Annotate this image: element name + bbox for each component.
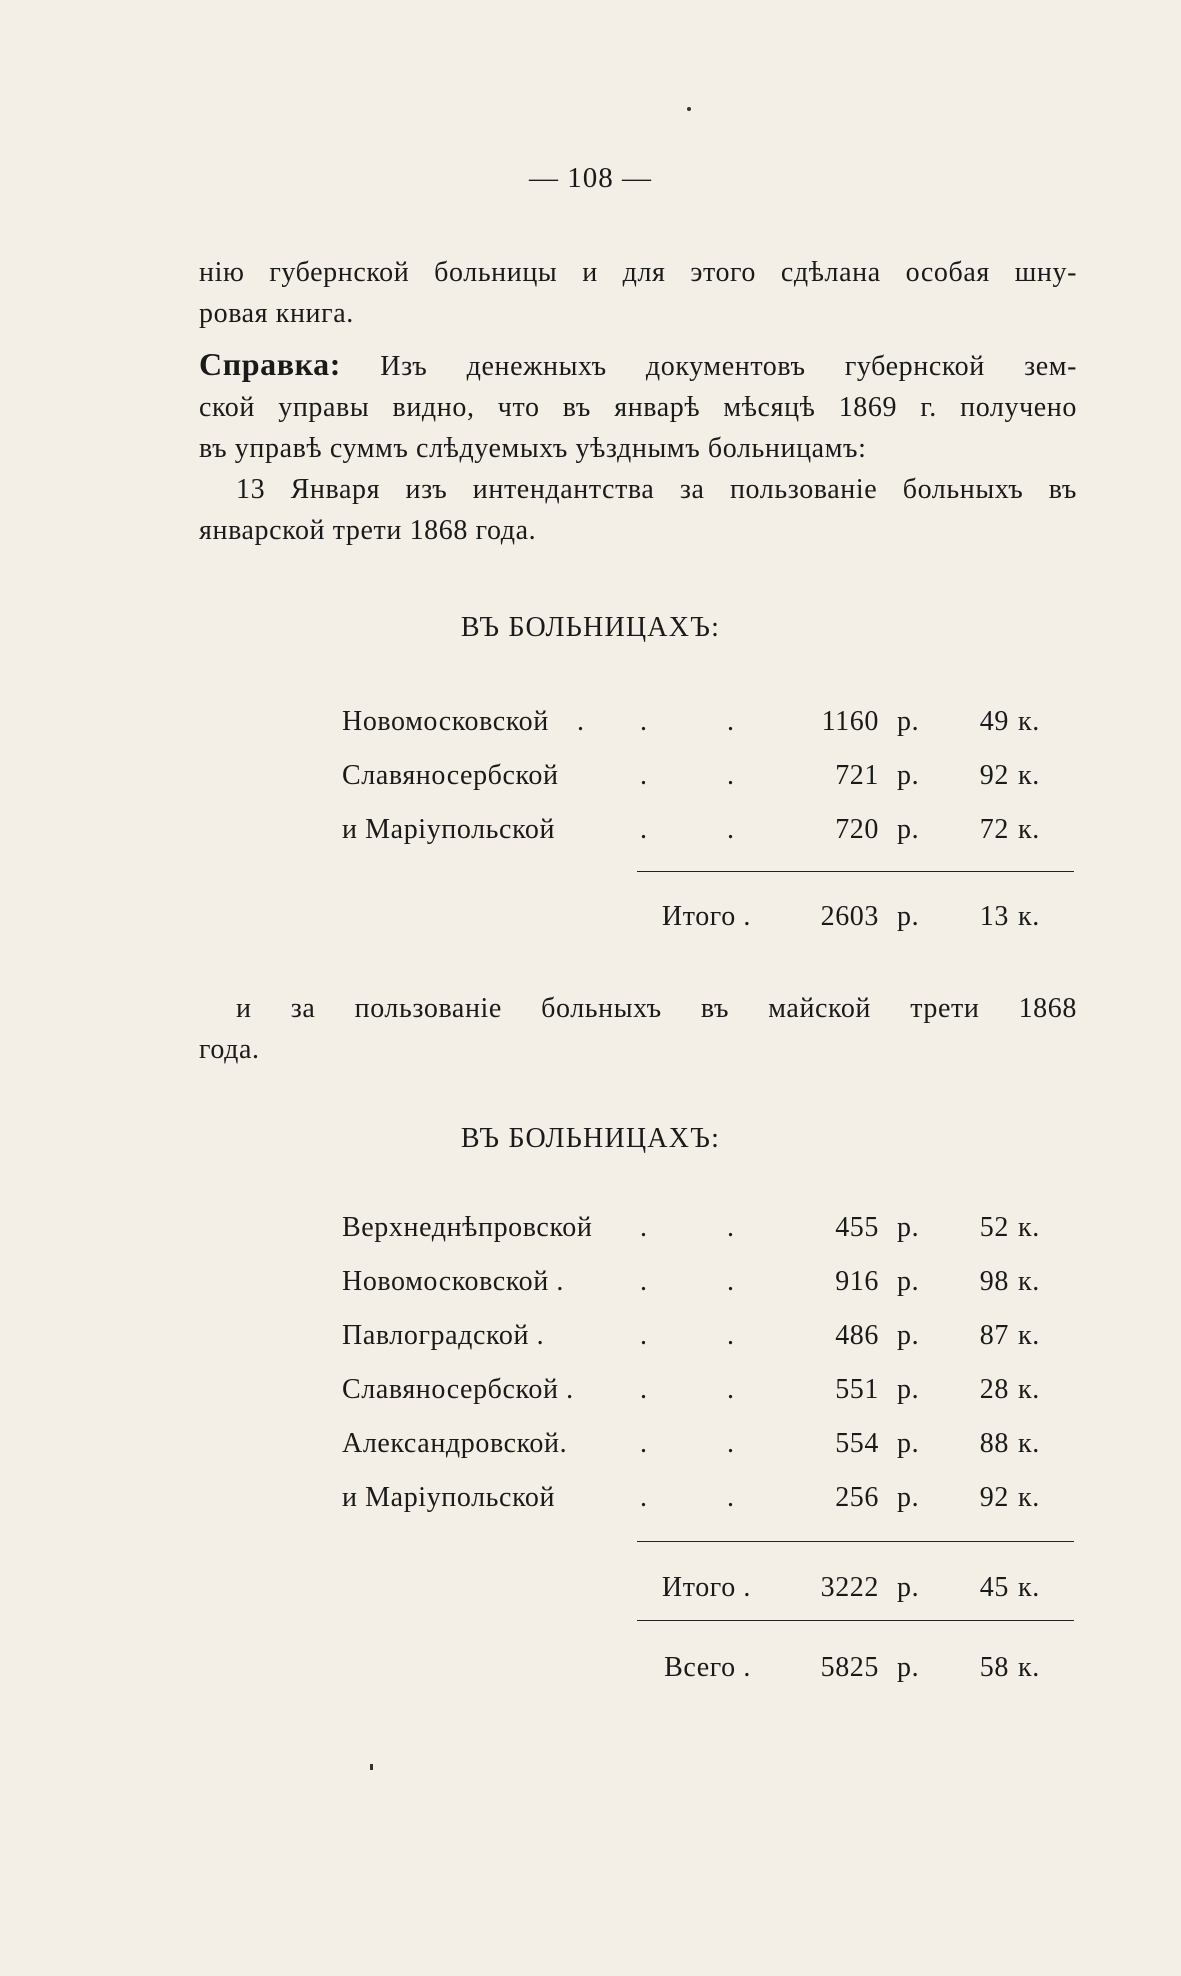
hospital-name: Новомосковской <box>342 706 549 737</box>
leader-dot: . <box>727 1482 735 1513</box>
rubles-unit: р. <box>897 1266 920 1297</box>
ink-speck <box>687 107 691 111</box>
leader-dot: . <box>727 1320 735 1351</box>
leader-dot: . <box>727 814 735 845</box>
grand-total-label: Всего . <box>664 1652 751 1683</box>
kopecks-unit: к. <box>1018 1572 1040 1603</box>
leader-dot: . <box>640 706 648 737</box>
kopecks-value: 28 <box>979 1374 1009 1405</box>
rubles-unit: р. <box>897 1428 920 1459</box>
spravka-paragraph <box>199 344 1077 551</box>
table-row <box>0 1374 1181 1414</box>
ink-speck <box>370 1764 373 1770</box>
rubles-value: 455 <box>835 1212 879 1243</box>
kopecks-value: 49 <box>979 706 1009 737</box>
rubles-value: 3222 <box>820 1572 879 1603</box>
leader-dot: . <box>727 706 735 737</box>
section-heading: ВЪ БОЛЬНИЦАХЪ: <box>460 1123 721 1154</box>
kopecks-value: 87 <box>979 1320 1009 1351</box>
text-line: январской трети 1868 года. <box>199 515 537 546</box>
leader-dot: . <box>640 1320 648 1351</box>
hospital-name: Славяносербской . <box>342 1374 574 1405</box>
kopecks-value: 92 <box>979 1482 1009 1513</box>
rubles-unit: р. <box>897 901 920 932</box>
leader-dot: . <box>640 1212 648 1243</box>
kopecks-value: 52 <box>979 1212 1009 1243</box>
rubles-unit: р. <box>897 1374 920 1405</box>
rubles-value: 720 <box>835 814 879 845</box>
page-number: — 108 — <box>529 162 652 194</box>
leader-dot: . <box>727 1428 735 1459</box>
rubles-value: 5825 <box>820 1652 879 1683</box>
kopecks-value: 88 <box>979 1428 1009 1459</box>
table-row <box>0 1428 1181 1468</box>
text-line: ровая книга. <box>199 298 354 329</box>
hospital-name: Славяносербской <box>342 760 559 791</box>
text-line: ской управы видно, что въ январѣ мѣсяцѣ 1869 г. получено <box>199 392 1077 423</box>
table-row <box>0 1320 1181 1360</box>
leader-dot: . <box>640 1482 648 1513</box>
kopecks-unit: к. <box>1018 706 1040 737</box>
kopecks-value: 13 <box>979 901 1009 932</box>
kopecks-value: 92 <box>979 760 1009 791</box>
rubles-value: 256 <box>835 1482 879 1513</box>
rubles-unit: р. <box>897 1212 920 1243</box>
rubles-value: 1160 <box>821 706 879 737</box>
rubles-unit: р. <box>897 1652 920 1683</box>
leader-dot: . <box>727 760 735 791</box>
kopecks-unit: к. <box>1018 814 1040 845</box>
grand-total-row <box>0 1652 1181 1692</box>
kopecks-value: 58 <box>979 1652 1009 1683</box>
text-line: 13 Января изъ интендантства за пользованіе больныхъ въ <box>236 474 1077 505</box>
rubles-value: 721 <box>835 760 879 791</box>
kopecks-unit: к. <box>1018 1320 1040 1351</box>
text-line <box>199 344 1077 387</box>
hospital-name: и Маріупольской <box>342 814 556 845</box>
leader-dot: . <box>727 1212 735 1243</box>
kopecks-unit: к. <box>1018 1374 1040 1405</box>
sum-rule <box>637 1620 1074 1621</box>
kopecks-unit: к. <box>1018 1428 1040 1459</box>
leader-dot: . <box>727 1266 735 1297</box>
kopecks-unit: к. <box>1018 1652 1040 1683</box>
rubles-value: 2603 <box>820 901 879 932</box>
rubles-value: 486 <box>835 1320 879 1351</box>
intro-paragraph <box>199 252 1077 334</box>
leader-dot: . <box>640 1428 648 1459</box>
sum-rule <box>637 1541 1074 1542</box>
table-row <box>0 1266 1181 1306</box>
leader-dot: . <box>577 706 585 737</box>
hospital-name: Верхнеднѣпровской <box>342 1212 593 1243</box>
rubles-unit: р. <box>897 760 920 791</box>
rubles-unit: р. <box>897 1572 920 1603</box>
leader-dot: . <box>727 1374 735 1405</box>
hospital-name: Павлоградской . <box>342 1320 545 1351</box>
kopecks-unit: к. <box>1018 1266 1040 1297</box>
rubles-unit: р. <box>897 814 920 845</box>
kopecks-value: 45 <box>979 1572 1009 1603</box>
total-label: Итого . <box>661 901 751 932</box>
leader-dot: . <box>640 1374 648 1405</box>
rubles-unit: р. <box>897 1320 920 1351</box>
total-row <box>0 1572 1181 1612</box>
hospital-name: Александровской. <box>342 1428 568 1459</box>
kopecks-unit: к. <box>1018 1212 1040 1243</box>
kopecks-value: 72 <box>979 814 1009 845</box>
table-row <box>0 706 1181 746</box>
spravka-label: Справка: <box>199 346 342 382</box>
leader-dot: . <box>640 814 648 845</box>
kopecks-unit: к. <box>1018 1482 1040 1513</box>
hospital-name: и Маріупольской <box>342 1482 556 1513</box>
text-line: въ управѣ суммъ слѣдуемыхъ уѣзднымъ больницамъ: <box>199 433 867 464</box>
table-row <box>0 760 1181 800</box>
leader-dot: . <box>640 760 648 791</box>
table-row <box>0 814 1181 854</box>
total-row <box>0 901 1181 941</box>
sum-rule <box>637 871 1074 872</box>
text-line: года. <box>199 1034 260 1065</box>
hospital-name: Новомосковской . <box>342 1266 564 1297</box>
table-row <box>0 1482 1181 1522</box>
total-label: Итого . <box>661 1572 751 1603</box>
middle-paragraph-end <box>199 1029 1077 1070</box>
kopecks-unit: к. <box>1018 901 1040 932</box>
text-fragment: Изъ денежныхъ документовъ губернской зем- <box>380 351 1077 382</box>
rubles-value: 551 <box>835 1374 879 1405</box>
section-heading: ВЪ БОЛЬНИЦАХЪ: <box>460 612 721 643</box>
rubles-unit: р. <box>897 1482 920 1513</box>
kopecks-unit: к. <box>1018 760 1040 791</box>
leader-dot: . <box>640 1266 648 1297</box>
table-row <box>0 1212 1181 1252</box>
middle-paragraph <box>199 988 1077 1029</box>
rubles-value: 554 <box>835 1428 879 1459</box>
kopecks-value: 98 <box>979 1266 1009 1297</box>
text-line: и за пользованіе больныхъ въ майской трети 1868 <box>236 993 1077 1024</box>
text-line: нію губернской больницы и для этого сдѣлана особая шну- <box>199 257 1077 288</box>
rubles-value: 916 <box>835 1266 879 1297</box>
rubles-unit: р. <box>897 706 920 737</box>
